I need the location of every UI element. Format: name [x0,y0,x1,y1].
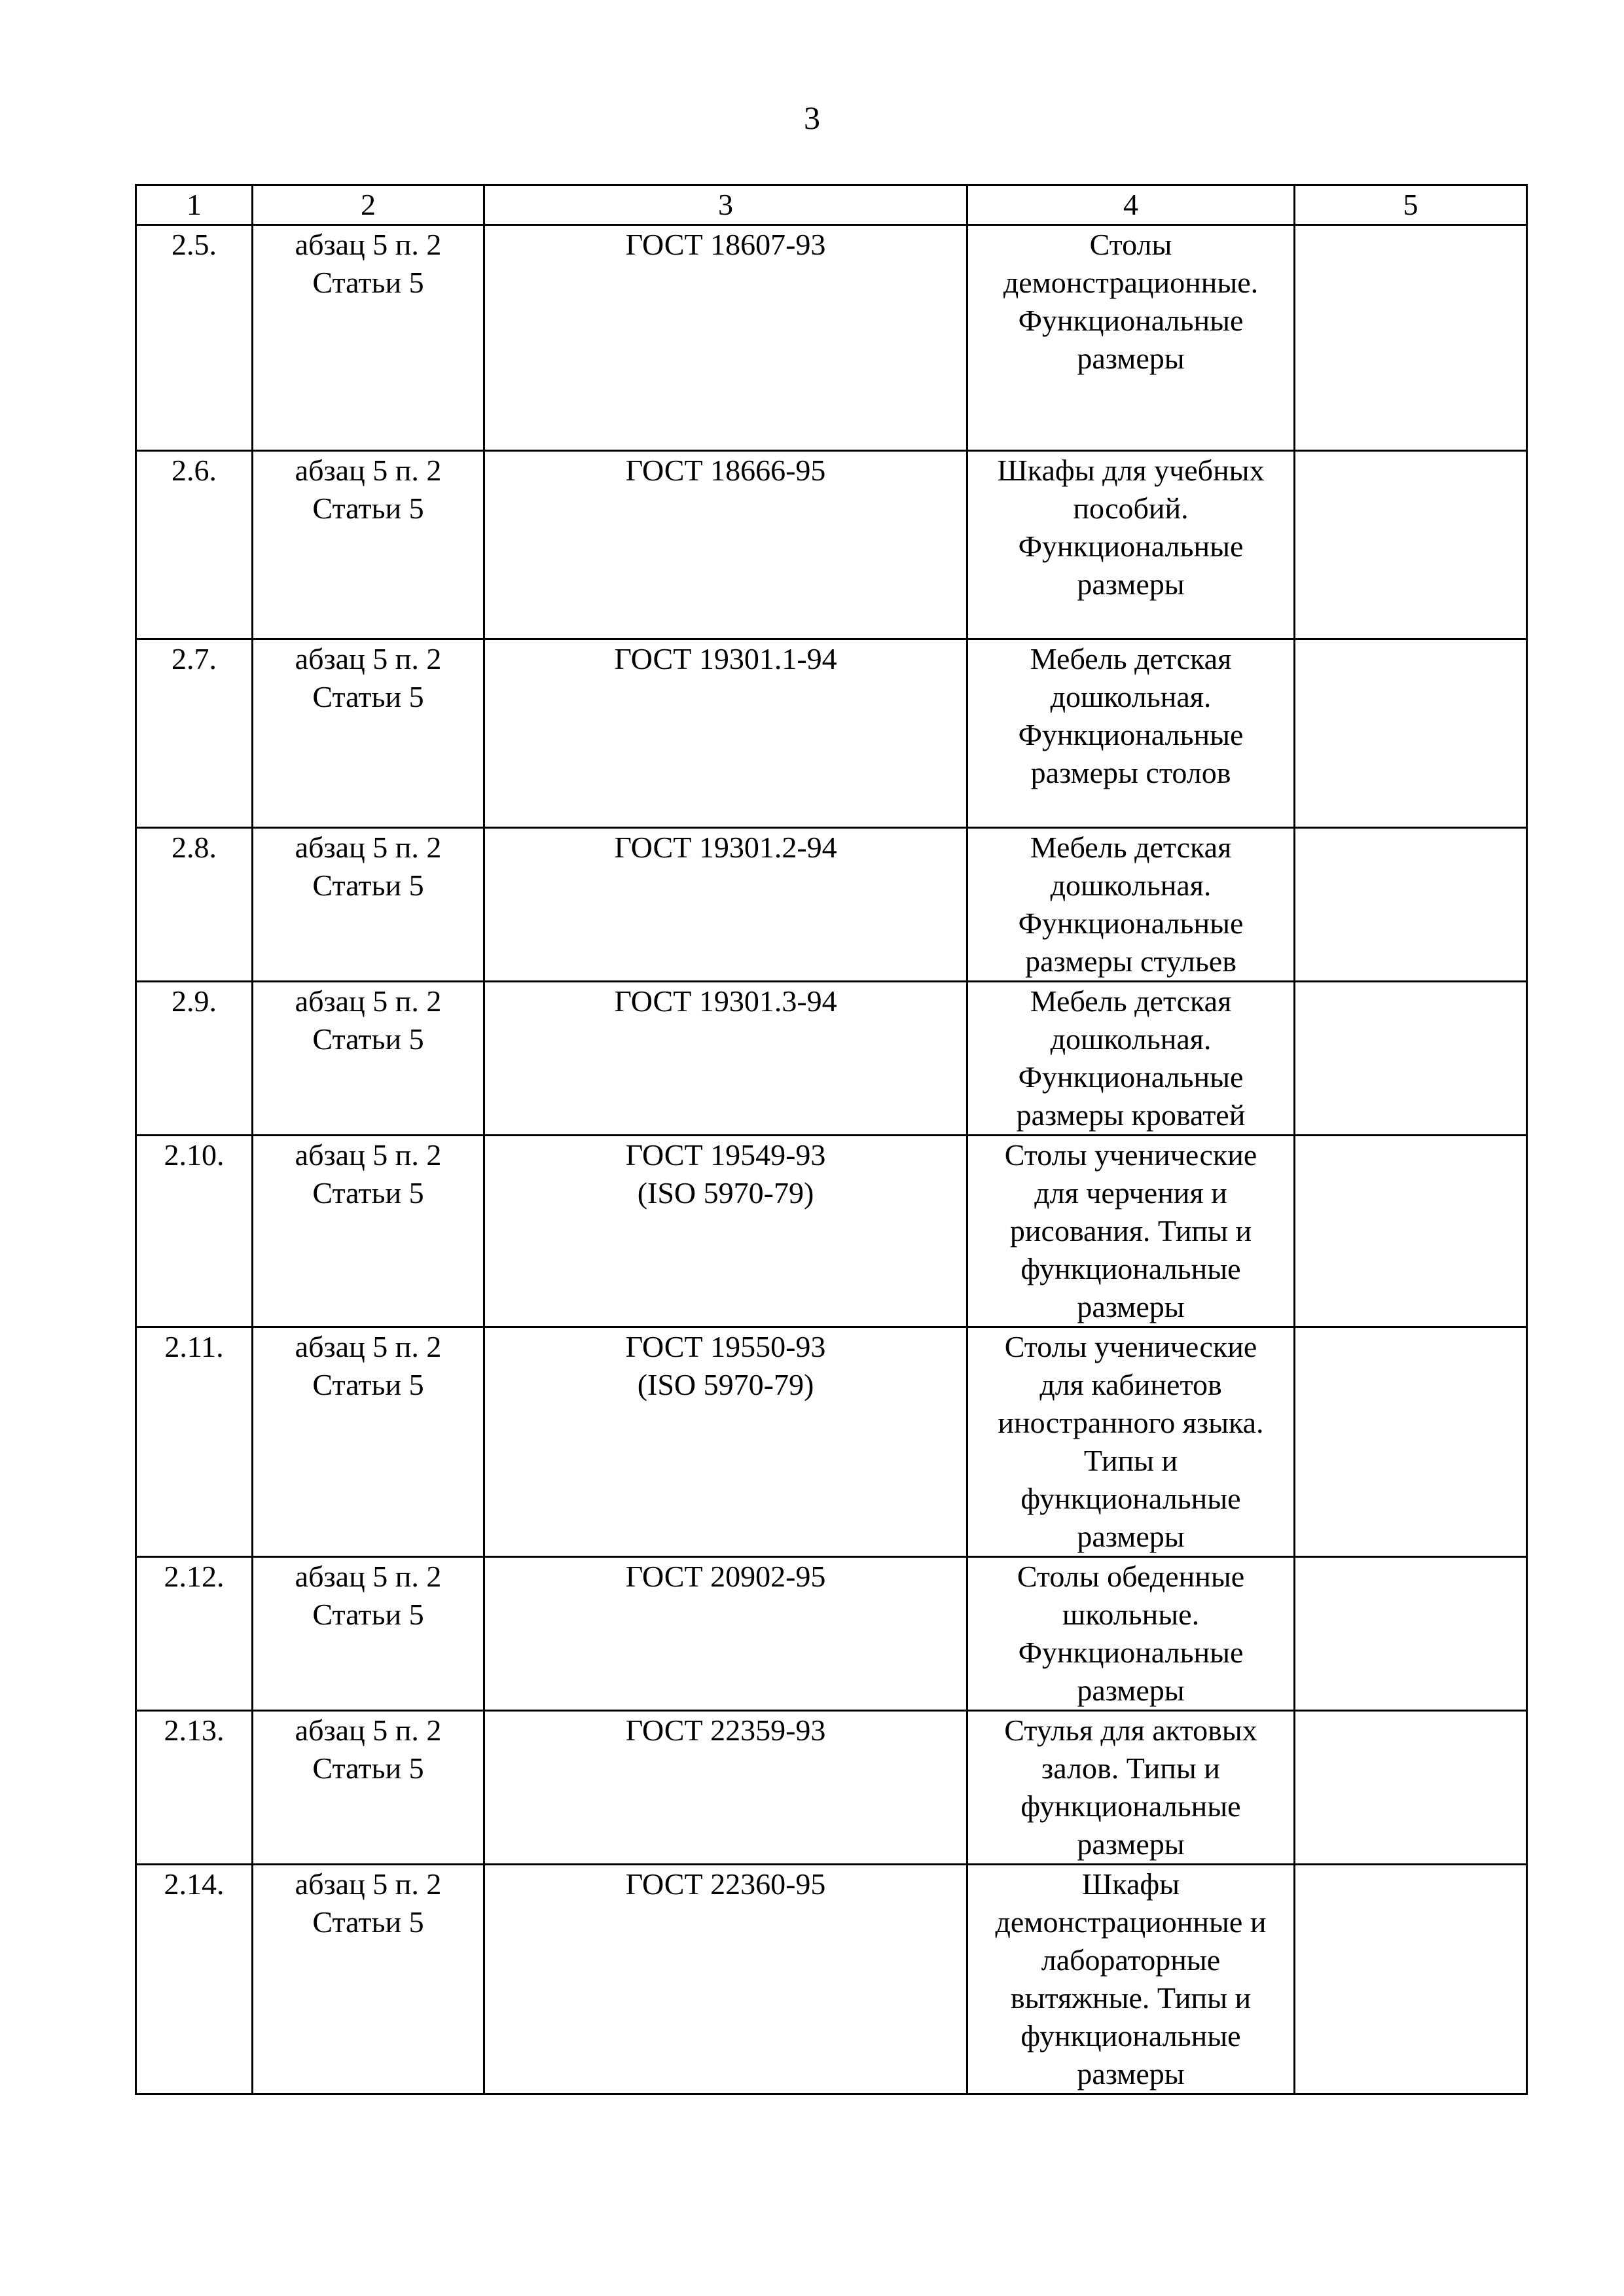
row-number-cell: 2.12. [136,1557,253,1711]
reference-cell: абзац 5 п. 2 Статьи 5 [253,828,484,982]
title-cell: Столы демонстрационные. Функциональные размеры [967,225,1295,451]
row-number-cell: 2.7. [136,639,253,828]
note-cell [1295,1865,1527,2094]
standard-cell: ГОСТ 19549-93 (ISO 5970-79) [484,1136,967,1327]
standard-cell: ГОСТ 18607-93 [484,225,967,451]
reference-cell: абзац 5 п. 2 Статьи 5 [253,1711,484,1865]
row-number-cell: 2.9. [136,982,253,1136]
title-cell: Стулья для актовых залов. Типы и функциональные размеры [967,1711,1295,1865]
standard-cell: ГОСТ 19550-93 (ISO 5970-79) [484,1327,967,1557]
reference-cell: абзац 5 п. 2 Статьи 5 [253,1557,484,1711]
title-cell: Мебель детская дошкольная. Функциональные размеры стульев [967,828,1295,982]
table-row [136,225,1527,451]
reference-cell: абзац 5 п. 2 Статьи 5 [253,225,484,451]
standard-cell: ГОСТ 20902-95 [484,1557,967,1711]
row-number-cell: 2.8. [136,828,253,982]
column-header: 1 [136,185,253,225]
standard-cell: ГОСТ 19301.1-94 [484,639,967,828]
note-cell [1295,982,1527,1136]
note-cell [1295,828,1527,982]
title-cell: Мебель детская дошкольная. Функциональные размеры столов [967,639,1295,828]
reference-cell: абзац 5 п. 2 Статьи 5 [253,639,484,828]
column-header: 4 [967,185,1295,225]
standard-cell: ГОСТ 19301.3-94 [484,982,967,1136]
row-number-cell: 2.6. [136,451,253,639]
table-row [136,828,1527,982]
table-header-row [136,185,1527,225]
table-row [136,1865,1527,2094]
reference-cell: абзац 5 п. 2 Статьи 5 [253,451,484,639]
standards-table [135,184,1528,2095]
standard-cell: ГОСТ 22359-93 [484,1711,967,1865]
table-row [136,639,1527,828]
column-header: 2 [253,185,484,225]
row-number-cell: 2.11. [136,1327,253,1557]
note-cell [1295,1557,1527,1711]
title-cell: Шкафы для учебных пособий. Функциональные размеры [967,451,1295,639]
note-cell [1295,451,1527,639]
note-cell [1295,1711,1527,1865]
title-cell: Столы ученические для кабинетов иностранного языка. Типы и функциональные размеры [967,1327,1295,1557]
standard-cell: ГОСТ 18666-95 [484,451,967,639]
title-cell: Шкафы демонстрационные и лабораторные вытяжные. Типы и функциональные размеры [967,1865,1295,2094]
table-row [136,1327,1527,1557]
table-row [136,1136,1527,1327]
title-cell: Мебель детская дошкольная. Функциональные размеры кроватей [967,982,1295,1136]
title-cell: Столы ученические для черчения и рисования. Типы и функциональные размеры [967,1136,1295,1327]
table-row [136,1557,1527,1711]
reference-cell: абзац 5 п. 2 Статьи 5 [253,1136,484,1327]
note-cell [1295,1136,1527,1327]
title-cell: Столы обеденные школьные. Функциональные размеры [967,1557,1295,1711]
reference-cell: абзац 5 п. 2 Статьи 5 [253,1327,484,1557]
page-number: 3 [804,99,820,136]
column-header: 5 [1295,185,1527,225]
table-row [136,451,1527,639]
reference-cell: абзац 5 п. 2 Статьи 5 [253,982,484,1136]
row-number-cell: 2.13. [136,1711,253,1865]
table-row [136,1711,1527,1865]
column-header: 3 [484,185,967,225]
note-cell [1295,1327,1527,1557]
row-number-cell: 2.14. [136,1865,253,2094]
row-number-cell: 2.5. [136,225,253,451]
note-cell [1295,225,1527,451]
note-cell [1295,639,1527,828]
row-number-cell: 2.10. [136,1136,253,1327]
standard-cell: ГОСТ 22360-95 [484,1865,967,2094]
standard-cell: ГОСТ 19301.2-94 [484,828,967,982]
table-row [136,982,1527,1136]
reference-cell: абзац 5 п. 2 Статьи 5 [253,1865,484,2094]
